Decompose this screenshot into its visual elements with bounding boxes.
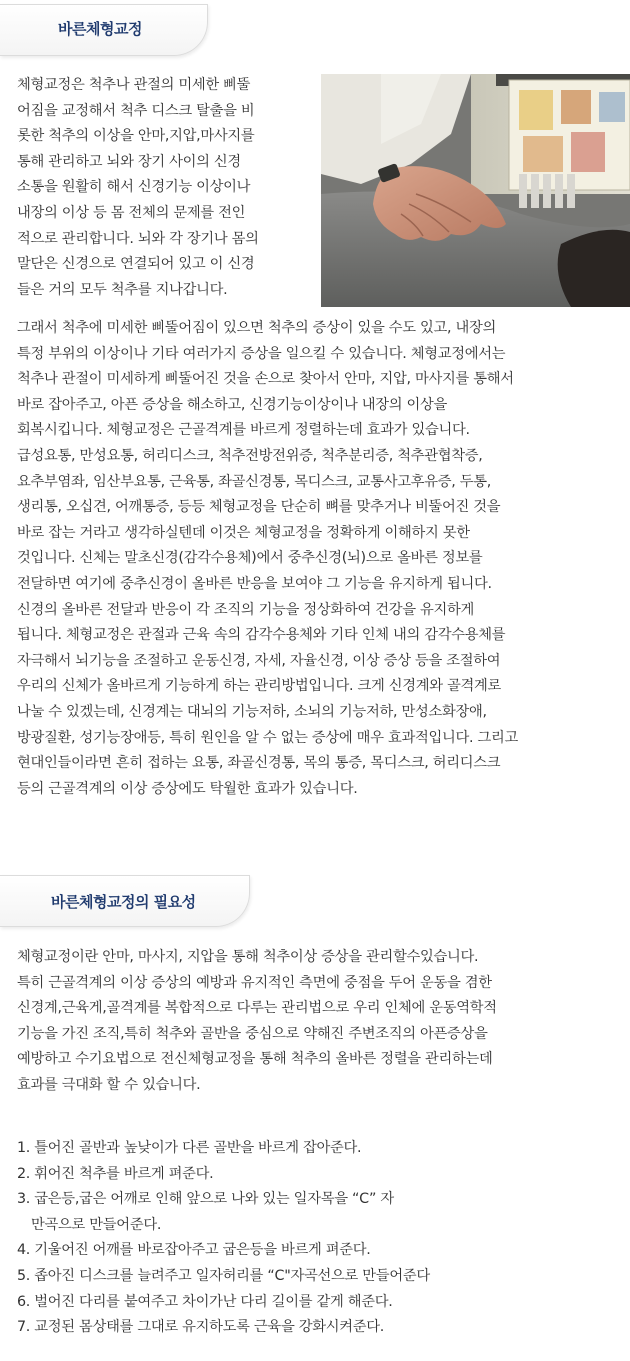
text-line: 회복시킵니다. 체형교정은 근골격계를 바르게 정렬하는데 효과가 있습니다.: [17, 422, 470, 439]
text-line: 기능을 가진 조직,특히 척추와 골반을 중심으로 약해진 주변조직의 아픈증상을: [17, 1025, 488, 1042]
text-line: 신경계,근육게,골격계를 복합적으로 다루는 관리법으로 우리 인체에 운동역학적: [17, 1000, 497, 1017]
section-1-title: 바른체형교정: [58, 20, 142, 38]
text-line: 급성요통, 만성요통, 허리디스크, 척추전방전위증, 척추분리증, 척추관협착증,: [17, 447, 483, 464]
list-item: 7. 교정된 몸상태를 그대로 유지하도록 근육을 강화시켜준다.: [17, 1319, 385, 1336]
hands-on-back-photo: [321, 74, 630, 307]
text-line: 특히 근골격계의 이상 증상의 예방과 유지적인 측면에 중점을 두어 운동을 겸한: [17, 974, 492, 991]
text-line: 체형교정은 척추나 관절의 미세한 삐뚤: [17, 77, 251, 93]
text-line: 나눌 수 있겠는데, 신경계는 대뇌의 기능저하, 소뇌의 기능저하, 만성소화장애,: [17, 703, 487, 720]
text-line: 현대인들이라면 흔히 접하는 요통, 좌골신경통, 목의 통증, 목디스크, 허리디스크: [17, 755, 501, 772]
text-line: 척추나 관절이 미세하게 삐뚤어진 것을 손으로 찾아서 안마, 지압, 마사지를 통해서: [17, 371, 514, 388]
text-line: 신경의 올바른 전달과 반응이 각 조직의 기능을 정상화하여 건강을 유지하게: [17, 601, 475, 618]
text-line: 소통을 원활히 해서 신경기능 이상이나: [17, 179, 251, 196]
list-item: 4. 기울어진 어깨를 바로잡아주고 굽은등을 바르게 펴준다.: [17, 1242, 371, 1259]
text-line: 롯한 척추의 이상을 안마,지압,마사지를: [17, 128, 255, 145]
text-line: 됩니다. 체형교정은 관절과 근육 속의 감각수용체와 기타 인체 내의 감각수용체를: [17, 627, 506, 644]
section-1-intro-wrapped: [17, 73, 317, 303]
text-line: 체형교정이란 안마, 마사지, 지압을 통해 척추이상 증상을 관리할수있습니다.: [17, 949, 479, 965]
text-line: 바로 잡는 거라고 생각하실텐데 이것은 체형교정을 정확하게 이해하지 못한: [17, 524, 470, 541]
text-line: 내장의 이상 등 몸 전체의 문제를 전인: [17, 204, 246, 221]
text-line: 어짐을 교정해서 척추 디스크 탈출을 비: [17, 102, 255, 119]
section-2-title: 바른체형교정의 필요성: [51, 893, 196, 911]
text-line: 적으로 관리합니다. 뇌와 각 장기나 몸의: [17, 230, 259, 247]
text-line: 것입니다. 신체는 말초신경(감각수용체)에서 중추신경(뇌)으로 올바른 정보를: [17, 550, 483, 567]
text-line: 생리통, 오십견, 어깨통증, 등등 체형교정을 단순히 뼈를 맞추거나 비뚤어진 것을: [17, 499, 501, 516]
text-line: 전달하면 여기에 중추신경이 올바른 반응을 보여야 그 기능을 유지하게 됩니다.: [17, 575, 492, 592]
text-line: 특정 부위의 이상이나 기타 여러가지 증상을 일으킬 수 있습니다. 체형교정에서는: [17, 345, 506, 362]
text-line: 그래서 척추에 미세한 삐뚤어짐이 있으면 척추의 증상이 있을 수도 있고, 내장의: [17, 320, 497, 336]
text-line: 통해 관리하고 뇌와 장기 사이의 신경: [17, 153, 241, 170]
text-line: 요추부염좌, 임산부요통, 근육통, 좌골신경통, 목디스크, 교통사고후유증, 두통,: [17, 473, 492, 490]
list-item: 1. 틀어진 골반과 높낮이가 다른 골반을 바르게 잡아준다.: [17, 1140, 362, 1156]
text-line: 들은 거의 모두 척추를 지나갑니다.: [17, 281, 228, 298]
text-line: 방광질환, 성기능장애등, 특히 원인을 알 수 없는 증상에 매우 효과적입니다. 그리고: [17, 729, 519, 746]
text-line: 등의 근골격계의 이상 증상에도 탁월한 효과가 있습니다.: [17, 780, 358, 797]
list-item-continuation: 만곡으로 만들어준다.: [31, 1216, 162, 1233]
text-line: 바로 잡아주고, 아픈 증상을 해소하고, 신경기능이상이나 내장의 이상을: [17, 396, 448, 413]
text-line: 말단은 신경으로 연결되어 있고 이 신경: [17, 256, 255, 273]
text-line: 효과를 극대화 할 수 있습니다.: [17, 1076, 201, 1093]
text-line: 우리의 신체가 올바르게 기능하게 하는 관리방법입니다. 크게 신경계와 골격계로: [17, 678, 502, 695]
list-item: 2. 휘어진 척추를 바르게 펴준다.: [17, 1165, 214, 1182]
benefits-list: [17, 1136, 430, 1341]
list-item: 5. 좁아진 디스크를 늘려주고 일자허리를 “C"자곡선으로 만들어준다: [17, 1267, 430, 1284]
section-2-intro: [17, 945, 627, 1099]
list-item: 6. 벌어진 다리를 붙여주고 차이가난 다리 길이를 같게 해준다.: [17, 1293, 393, 1310]
section-1-body: [17, 316, 627, 802]
list-item: 3. 굽은등,굽은 어깨로 인해 앞으로 나와 있는 일자목을 “C” 자: [17, 1191, 394, 1208]
text-line: 예방하고 수기요법으로 전신체형교정을 통해 척추의 올바른 정렬을 관리하는데: [17, 1051, 493, 1068]
text-line: 자극해서 뇌기능을 조절하고 운동신경, 자세, 자율신경, 이상 증상 등을 조절하여: [17, 652, 501, 669]
